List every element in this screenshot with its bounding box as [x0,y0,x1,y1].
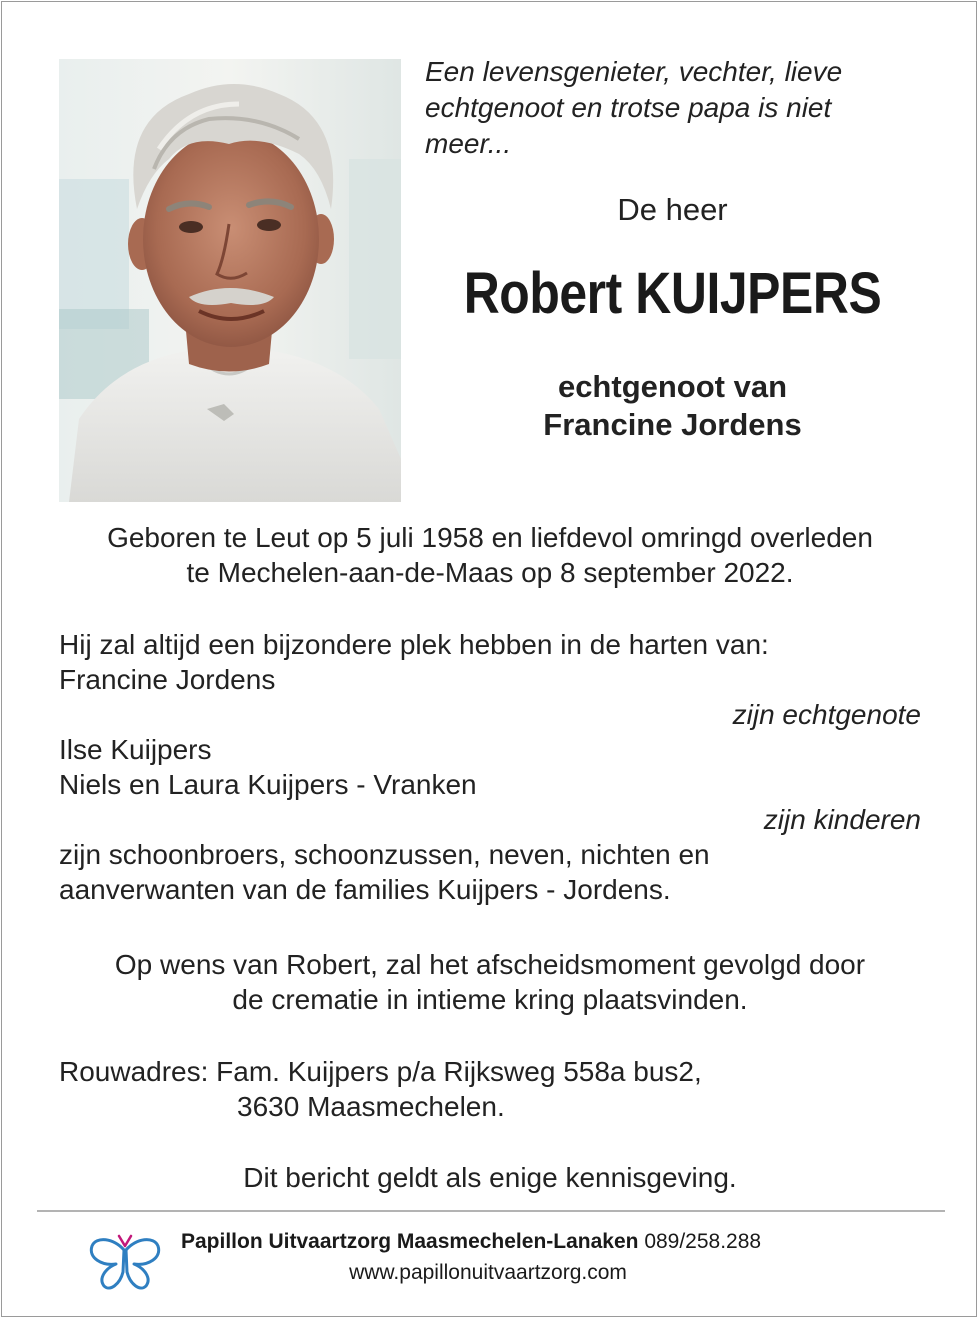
deceased-name: Robert KUIJPERS [463,261,882,326]
quote-line-3: meer... [425,128,512,159]
farewell-wish [59,947,921,1017]
undertaker-name: Papillon Uitvaartzorg Maasmechelen-Lanaken [181,1230,639,1253]
birth-line-2: te Mechelen-aan-de-Maas op 8 september 2022. [186,557,794,588]
family-spouse-name: Francine Jordens [59,664,276,695]
family-intro: Hij zal altijd een bijzondere plek hebben in de harten van: [59,629,769,660]
birth-line-1: Geboren te Leut op 5 juli 1958 en liefdevol omringd overleden [107,522,873,553]
opening-quote [425,54,925,162]
wish-line-2: de crematie in intieme kring plaatsvinden. [232,984,748,1015]
family-spouse-role: zijn echtgenote [732,699,921,730]
family-child-2: Niels en Laura Kuijpers - Vranken [59,769,477,800]
undertaker-website[interactable]: www.papillonuitvaartzorg.com [349,1261,627,1284]
family-child-1: Ilse Kuijpers [59,734,212,765]
salutation: De heer [617,192,728,227]
portrait-photo [59,59,401,502]
birth-death-info [59,520,921,590]
family-relatives-1: zijn schoonbroers, schoonzussen, neven, nichten en [59,839,710,870]
address-line-1: Rouwadres: Fam. Kuijpers p/a Rijksweg 558a bus2, [59,1056,702,1087]
family-list [59,627,921,907]
family-children-role: zijn kinderen [763,804,921,835]
undertaker-phone: 089/258.288 [644,1230,762,1253]
spouse-info [420,368,925,444]
address-line-2: 3630 Maasmechelen. [237,1091,505,1122]
mourning-address [59,1054,921,1124]
footer-divider [37,1210,945,1212]
spouse-line-2: Francine Jordens [543,407,802,442]
undertaker-info [181,1228,901,1255]
quote-line-2: echtgenoot en trotse papa is niet [425,92,832,123]
spouse-line-1: echtgenoot van [557,369,788,404]
notice-text: Dit bericht geldt als enige kennisgeving. [243,1162,737,1193]
family-relatives-2: aanverwanten van de families Kuijpers - Jordens. [59,874,671,905]
wish-line-1: Op wens van Robert, zal het afscheidsmoment gevolgd door [114,949,866,980]
butterfly-logo-icon [86,1218,164,1294]
quote-line-1: Een levensgenieter, vechter, lieve [425,56,843,87]
